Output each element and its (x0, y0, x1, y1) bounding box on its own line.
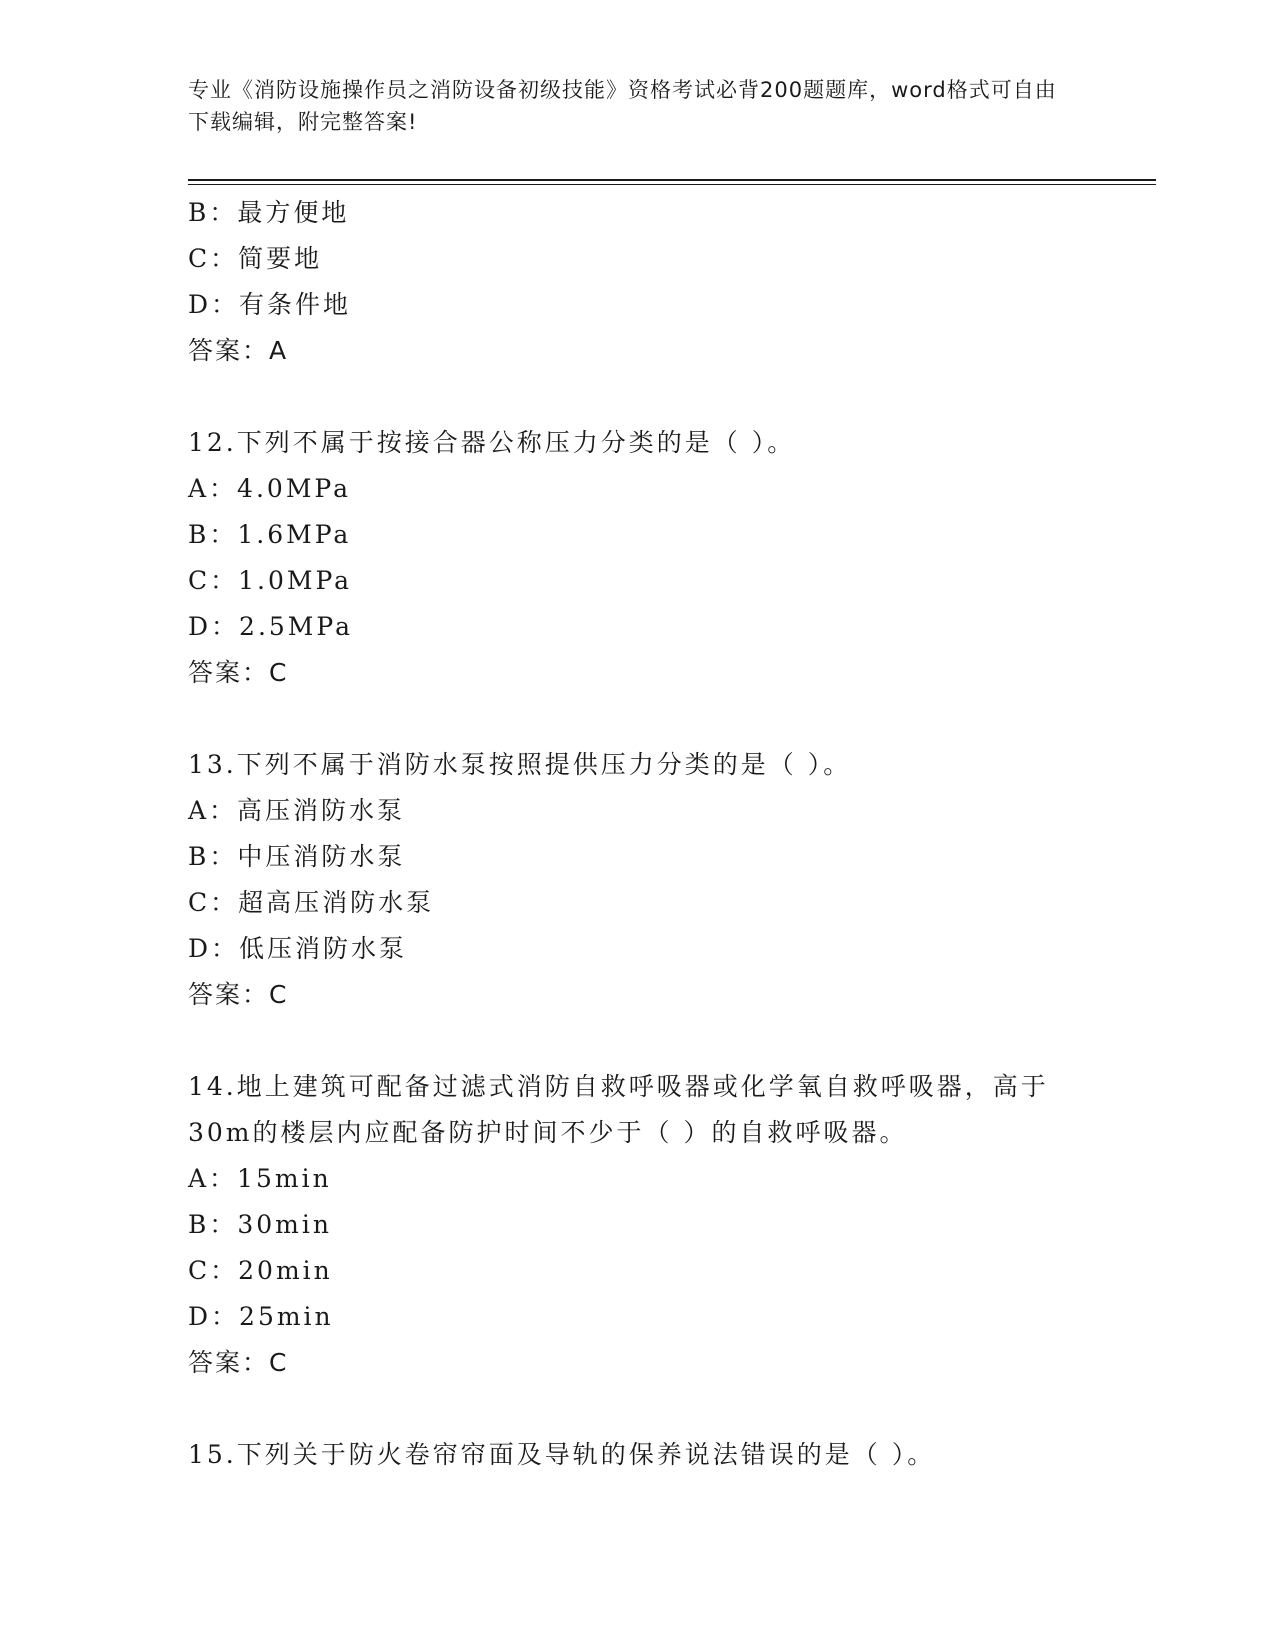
question-stem-line-1: 14.地上建筑可配备过滤式消防自救呼吸器或化学氧自救呼吸器，高于 (188, 1072, 1049, 1101)
answer-line: 答案：C (188, 1348, 289, 1377)
option-c: C：1.0MPa (188, 566, 353, 595)
spacer (188, 374, 1088, 420)
option-b: B：最方便地 (188, 198, 350, 227)
spacer (188, 696, 1088, 742)
question-stem-line-2: 30m的楼层内应配备防护时间不少于（ ）的自救呼吸器。 (188, 1118, 908, 1147)
option-d: D：25min (188, 1302, 334, 1331)
spacer (188, 1018, 1088, 1064)
option-c: C：超高压消防水泵 (188, 888, 435, 917)
question-stem: 12.下列不属于按接合器公称压力分类的是（ ）。 (188, 428, 796, 457)
answer-line: 答案：C (188, 658, 289, 687)
option-b: B：30min (188, 1210, 332, 1239)
option-d: D：有条件地 (188, 290, 352, 319)
header-rule-thin (188, 184, 1156, 185)
page-header: 专业《消防设施操作员之消防设备初级技能》资格考试必背200题题库，word格式可自由下载编辑，附完整答案! (188, 78, 1057, 134)
option-a: A：15min (188, 1164, 332, 1193)
question-stem: 15.下列关于防火卷帘帘面及导轨的保养说法错误的是（ ）。 (188, 1440, 936, 1469)
question-stem: 13.下列不属于消防水泵按照提供压力分类的是（ ）。 (188, 750, 852, 779)
header-rule-thick (188, 179, 1156, 181)
spacer (188, 1386, 1088, 1432)
option-c: C：简要地 (188, 244, 323, 273)
option-b: B：中压消防水泵 (188, 842, 406, 871)
question-content (188, 190, 1088, 1478)
option-c: C：20min (188, 1256, 333, 1285)
option-d: D：低压消防水泵 (188, 934, 408, 963)
option-a: A：4.0MPa (188, 474, 352, 503)
option-b: B：1.6MPa (188, 520, 352, 549)
option-d: D：2.5MPa (188, 612, 354, 641)
answer-line: 答案：C (188, 980, 289, 1009)
answer-line: 答案：A (188, 336, 289, 365)
option-a: A：高压消防水泵 (188, 796, 406, 825)
